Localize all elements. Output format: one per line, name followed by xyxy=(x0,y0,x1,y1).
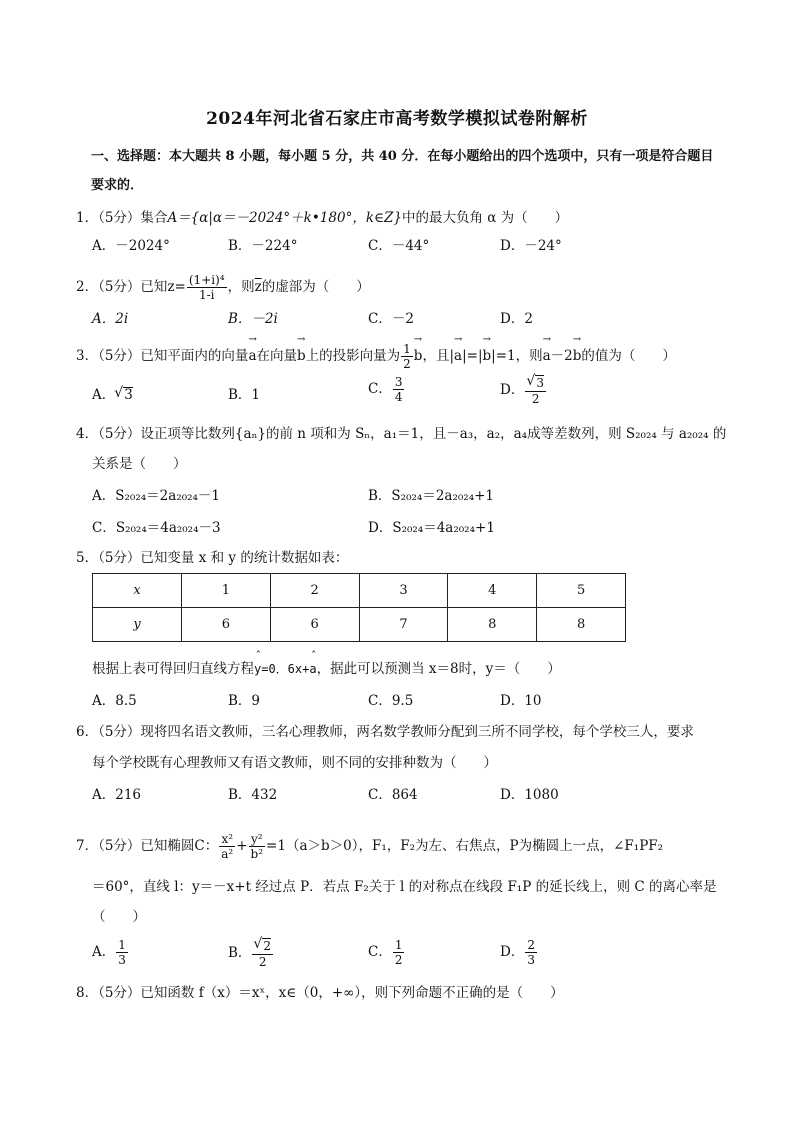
question-2-stem: 2．（5分）已知z= $\frac{\text{(1+i)⁴}}{1-i}$ ，则$\overline{z}$的虚部为（ ） xyxy=(76,273,370,302)
q3-option-b: B．1 xyxy=(228,387,261,403)
q5-option-d: D．10 xyxy=(500,693,542,709)
q3-option-c: C． $\frac{3}{4}$ xyxy=(368,375,403,404)
q2-fraction: $\frac{\text{(1+i)⁴}}{1-i}$ xyxy=(188,273,225,302)
question-5-stem-cont: 根据上表可得回归直线方程ˆ y=0．6x+ˆ a，据此可以预测当 x＝8时，y＝（ ） xyxy=(92,659,561,679)
q7-option-d: D． $\frac{2}{3}$ xyxy=(500,938,535,967)
q6-option-c: C．864 xyxy=(368,787,418,803)
question-4-stem-cont: 关系是（ ） xyxy=(92,456,187,472)
question-6-stem-cont: 每个学校既有心理教师又有语文教师，则不同的安排种数为（ ） xyxy=(92,755,497,771)
table-cell: 3 xyxy=(359,574,448,608)
question-8-stem: 8．（5分）已知函数 f（x）＝xˣ，x∈（0，+∞），则下列命题不正确的是（ ） xyxy=(76,985,564,1001)
q3-option-a: A． √ 3 xyxy=(92,385,133,405)
q1-option-d: D．－24° xyxy=(500,238,562,254)
question-5-stem: 5．（5分）已知变量 x 和 y 的统计数据如表： xyxy=(76,550,349,566)
q1-option-b: B．－224° xyxy=(228,238,298,254)
q6-option-d: D．1080 xyxy=(500,787,559,803)
table-header-x: x xyxy=(93,574,182,608)
table-cell: 6 xyxy=(182,608,271,642)
q3-fraction: $\frac{1}{2}$ xyxy=(403,342,411,371)
table-cell: 8 xyxy=(448,608,537,642)
q4-option-c: C．S₂₀₂₄＝4a₂₀₂₄－3 xyxy=(92,520,221,536)
table-cell: 1 xyxy=(182,574,271,608)
table-cell: 5 xyxy=(537,574,626,608)
q4-option-d: D．S₂₀₂₄＝4a₂₀₂₄+1 xyxy=(368,520,495,536)
table-cell: 2 xyxy=(270,574,359,608)
question-4-stem: 4．（5分）设正项等比数列{aₙ}的前 n 项和为 Sₙ，a₁＝1，且－a₃，a₂，a₄成等差数列，则 S₂₀₂₄ 与 a₂₀₂₄ 的 xyxy=(76,426,727,442)
q2-option-c: C．－2 xyxy=(368,311,414,327)
question-7-stem: 7．（5分）已知椭圆C： $\frac{\text{x²}}{\text{a²}}$ + $\frac{\text{y²}}{\text{b²}}$ =1（a＞b＞0），F₁，F₂为左、右焦点，P为椭圆上一点，∠F₁PF₂ xyxy=(76,832,664,861)
q5-option-a: A．8.5 xyxy=(92,693,137,709)
question-7-stem-cont: ＝60°，直线 l：y＝－x+t 经过点 P．若点 F₂关于 l 的对称点在线段 F₁P 的延长线上，则 C 的离心率是 xyxy=(92,879,717,895)
stats-table xyxy=(92,573,626,642)
table-cell: 6 xyxy=(270,608,359,642)
page-title: 2024年河北省石家庄市高考数学模拟试卷附解析 xyxy=(206,109,588,129)
table-header-y: y xyxy=(93,608,182,642)
table-row xyxy=(93,608,626,642)
question-6-stem: 6．（5分）现将四名语文教师，三名心理教师，两名数学教师分配到三所不同学校，每个学校三人，要求 xyxy=(76,724,694,740)
q7-option-a: A． $\frac{1}{3}$ xyxy=(92,938,126,967)
q4-option-a: A．S₂₀₂₄＝2a₂₀₂₄－1 xyxy=(92,488,221,504)
q1-option-c: C．－44° xyxy=(368,238,430,254)
q7-option-b: B． √ $\frac{2}{2}$ xyxy=(228,938,274,969)
q5-option-b: B．9 xyxy=(228,693,261,709)
q3-option-d: D． √ $\frac{3}{2}$ xyxy=(500,375,547,406)
q6-option-b: B．432 xyxy=(228,787,278,803)
question-7-answer-blank: （ ） xyxy=(92,909,146,925)
q2-option-a: A．2i xyxy=(92,311,129,327)
q4-option-b: B．S₂₀₂₄＝2a₂₀₂₄+1 xyxy=(368,488,495,504)
q7-option-c: C． $\frac{1}{2}$ xyxy=(368,938,403,967)
q1-option-a: A．－2024° xyxy=(92,238,170,254)
q5-option-c: C．9.5 xyxy=(368,693,414,709)
q2-option-b: B．－2i xyxy=(228,311,278,327)
question-1-stem: 1．（5分）集合A＝{α|α＝－2024°＋k•180°，k∈Z}中的最大负角 α 为（ ） xyxy=(76,210,569,226)
table-row xyxy=(93,574,626,608)
table-cell: 4 xyxy=(448,574,537,608)
section-heading: 一、选择题：本大题共 8 小题，每小题 5 分，共 40 分．在每小题给出的四个选项中，只有一项是符合题目要求的． xyxy=(91,149,714,193)
q6-option-a: A．216 xyxy=(92,787,142,803)
q2-option-d: D．2 xyxy=(500,311,533,327)
table-cell: 8 xyxy=(537,608,626,642)
question-3-stem: 3．（5分）已知平面内的向量→ a在向量→ b上的投影向量为 $\frac{1}{2}$ → b，且|→ a|=|→ b|=1，则→ a－2→ b的值为（ ） xyxy=(76,342,676,371)
table-cell: 7 xyxy=(359,608,448,642)
